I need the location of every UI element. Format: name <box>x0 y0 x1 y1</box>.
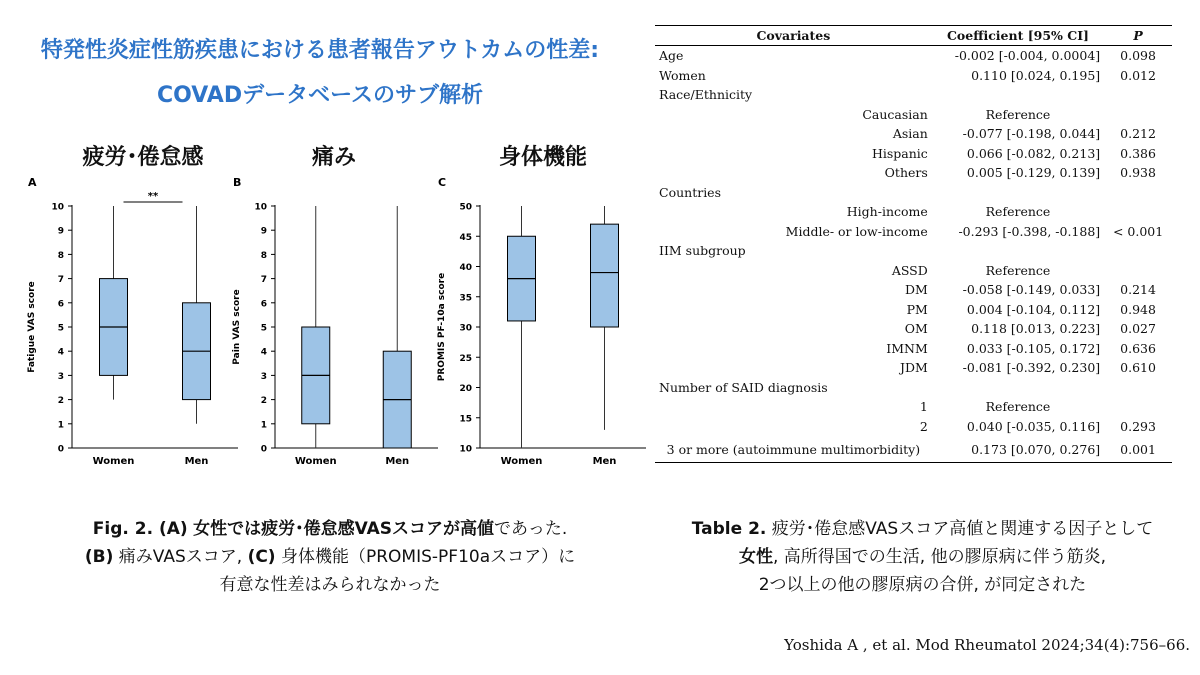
table-row <box>655 339 1172 359</box>
coefficient-cell: -0.293 [-0.398, -0.188] <box>958 223 1101 239</box>
p-value-cell <box>1104 105 1172 125</box>
p-value-cell <box>1104 261 1172 281</box>
p-value-cell <box>1104 202 1172 222</box>
covariate-label: Countries <box>659 184 721 200</box>
covariate-label: PM <box>906 301 928 317</box>
panel-letter: B <box>233 176 242 189</box>
covariate-label: 2 <box>919 418 928 434</box>
header-p: P <box>1104 26 1172 46</box>
table-row <box>655 202 1172 222</box>
y-tick-label: 8 <box>57 250 64 261</box>
y-tick-label: 10 <box>51 202 64 213</box>
covariate-label: Women <box>659 67 706 83</box>
p-value-cell: 0.948 <box>1120 301 1156 317</box>
table-row <box>655 183 1172 203</box>
p-value-cell <box>1104 183 1172 203</box>
y-tick-label: 6 <box>57 299 64 310</box>
y-tick-label: 15 <box>459 414 472 425</box>
x-category-label: Women <box>294 456 337 467</box>
header-coefficient: Coefficient [95% CI] <box>932 26 1104 46</box>
y-tick-label: 6 <box>260 299 267 310</box>
coefficient-cell: -0.002 [-0.004, 0.0004] <box>954 48 1101 64</box>
table-row <box>655 300 1172 320</box>
chart-a-title: 疲労･倦怠感 <box>82 145 204 170</box>
table-row <box>655 163 1172 183</box>
citation: Yoshida A , et al. Mod Rheumatol 2024;34(4):756–66. <box>784 636 1190 654</box>
p-value-cell: 0.610 <box>1120 360 1156 376</box>
p-value-cell: 0.386 <box>1120 145 1156 161</box>
figure-caption <box>10 515 650 599</box>
chart-c-physical-function <box>430 170 645 470</box>
chart-b-pain <box>225 170 435 470</box>
y-tick-label: 20 <box>459 384 472 394</box>
x-category-label: Men <box>184 456 209 467</box>
table-caption-part1: 疲労･倦怠感VASスコア高値と関連する因子として <box>771 519 1154 539</box>
covariate-label: JDM <box>899 360 928 376</box>
fig-caption-rest: であった. <box>493 519 568 539</box>
fig-label-c: (C) <box>247 547 276 567</box>
table-row <box>655 144 1172 164</box>
chart-c-title: 身体機能 <box>498 145 587 170</box>
y-tick-label: 4 <box>57 347 64 358</box>
header-covariates: Covariates <box>655 26 932 46</box>
p-value-cell <box>1104 378 1172 398</box>
table-row <box>655 261 1172 281</box>
table-body <box>655 46 1172 463</box>
covariate-label: ASSD <box>891 262 928 278</box>
covariate-label: Race/Ethnicity <box>659 87 753 103</box>
covariate-label: High-income <box>846 204 928 220</box>
table-row <box>655 66 1172 86</box>
y-tick-label: 40 <box>459 263 472 273</box>
coefficient-cell: 0.004 [-0.104, 0.112] <box>966 301 1101 317</box>
x-category-label: Men <box>385 456 410 467</box>
coefficient-cell: 0.005 [-0.129, 0.139] <box>966 165 1101 181</box>
coefficient-cell: 0.110 [0.024, 0.195] <box>971 67 1101 83</box>
p-value-cell: < 0.001 <box>1112 223 1164 239</box>
coefficient-cell: -0.081 [-0.392, 0.230] <box>962 360 1101 376</box>
y-tick-label: 3 <box>57 371 64 382</box>
coefficient-cell: Reference <box>985 204 1051 220</box>
y-axis-label: PROMIS PF-10a score <box>437 272 447 382</box>
table-row <box>655 397 1172 417</box>
covariates-table <box>655 25 1172 463</box>
table-row <box>655 378 1172 398</box>
x-category-label: Men <box>592 456 617 467</box>
table-row <box>655 417 1172 437</box>
y-tick-label: 10 <box>254 202 267 213</box>
x-category-label: Women <box>500 456 543 467</box>
chart-b-title: 痛み <box>311 145 356 170</box>
y-tick-label: 8 <box>260 250 267 261</box>
covariate-label: Others <box>884 165 928 181</box>
p-value-cell: 0.214 <box>1120 282 1156 298</box>
x-category-label: Women <box>92 456 135 467</box>
y-tick-label: 0 <box>57 444 64 455</box>
covariate-label: Hispanic <box>871 145 928 161</box>
covariate-label: IMNM <box>886 340 928 356</box>
fig-caption-part3: 身体機能（PROMIS-PF10aスコア）に <box>280 547 576 567</box>
fig-caption-part4: 有意な性差はみられなかった <box>219 575 441 595</box>
headline-line-1: 特発性炎症性筋疾患における患者報告アウトカムの性差: <box>40 38 600 63</box>
fig-label: Fig. 2. (A) <box>92 519 188 539</box>
y-tick-label: 1 <box>260 420 267 431</box>
p-value-cell: 0.938 <box>1120 165 1156 181</box>
fig-caption-bold: 女性では疲労･倦怠感VASスコアが高値 <box>193 519 494 539</box>
p-value-cell <box>1104 241 1172 261</box>
coefficient-cell <box>932 378 1104 398</box>
y-tick-label: 0 <box>260 444 267 455</box>
table-row <box>655 358 1172 378</box>
y-tick-label: 25 <box>459 353 472 364</box>
headline-line-2: COVADデータベースのサブ解析 <box>157 83 483 108</box>
y-tick-label: 10 <box>459 444 472 455</box>
table-caption-part2: , 高所得国での生活, 他の膠原病に伴う筋炎, <box>772 547 1107 567</box>
covariate-label: Asian <box>892 126 928 142</box>
table-row <box>655 241 1172 261</box>
coefficient-cell: Reference <box>985 399 1051 415</box>
table-caption <box>645 515 1200 599</box>
p-value-cell: 0.098 <box>1120 48 1156 64</box>
box-men <box>591 224 619 327</box>
p-value-cell: 0.212 <box>1120 126 1156 142</box>
p-value-cell: 0.293 <box>1120 418 1156 434</box>
coefficient-cell: 0.173 [0.070, 0.276] <box>932 436 1104 463</box>
coefficient-cell: Reference <box>985 262 1051 278</box>
coefficient-cell: 0.066 [-0.082, 0.213] <box>966 145 1101 161</box>
coefficient-cell: 0.040 [-0.035, 0.116] <box>966 418 1101 434</box>
covariate-label: 3 or more (autoimmune multimorbidity) <box>655 436 932 463</box>
p-value-cell <box>1104 85 1172 105</box>
table-label: Table 2. <box>691 519 767 539</box>
covariate-label: Middle- or low-income <box>785 223 928 239</box>
table-row <box>655 436 1172 463</box>
covariate-label: DM <box>904 282 928 298</box>
y-tick-label: 5 <box>57 323 64 334</box>
fig-caption-part2: 痛みVASスコア, <box>118 547 243 567</box>
coefficient-cell: Reference <box>985 106 1051 122</box>
table-row <box>655 319 1172 339</box>
table-caption-bold: 女性 <box>738 547 773 567</box>
coefficient-cell: 0.033 [-0.105, 0.172] <box>966 340 1101 356</box>
table-row <box>655 85 1172 105</box>
table-row <box>655 280 1172 300</box>
table-caption-part3: 2つ以上の他の膠原病の合併, が同定された <box>758 575 1087 595</box>
table-row <box>655 222 1172 242</box>
y-tick-label: 1 <box>57 420 64 431</box>
y-tick-label: 30 <box>459 323 472 334</box>
y-tick-label: 4 <box>260 347 267 358</box>
significance-label: ** <box>147 191 159 202</box>
panel-letter: A <box>28 176 37 189</box>
covariate-label: 1 <box>919 399 928 415</box>
fig-label-b: (B) <box>84 547 114 567</box>
y-tick-label: 50 <box>459 202 472 213</box>
y-tick-label: 2 <box>57 396 64 407</box>
table-row <box>655 124 1172 144</box>
y-tick-label: 7 <box>260 275 267 286</box>
p-value-cell: 0.001 <box>1104 436 1172 463</box>
table-row <box>655 46 1172 66</box>
covariate-label: IIM subgroup <box>659 243 746 259</box>
table-row <box>655 105 1172 125</box>
coefficient-cell <box>932 241 1104 261</box>
y-tick-label: 45 <box>459 232 472 243</box>
y-tick-label: 9 <box>260 226 267 237</box>
covariate-label: Number of SAID diagnosis <box>659 379 828 395</box>
y-axis-label: Pain VAS score <box>232 289 242 365</box>
p-value-cell: 0.027 <box>1120 321 1156 337</box>
y-axis-label: Fatigue VAS score <box>27 281 37 373</box>
p-value-cell: 0.012 <box>1120 67 1156 83</box>
y-tick-label: 9 <box>57 226 64 237</box>
chart-a-fatigue <box>20 170 230 470</box>
coefficient-cell: 0.118 [0.013, 0.223] <box>971 321 1101 337</box>
covariate-label: OM <box>904 321 928 337</box>
coefficient-cell: -0.058 [-0.149, 0.033] <box>962 282 1101 298</box>
coefficient-cell: -0.077 [-0.198, 0.044] <box>962 126 1101 142</box>
y-tick-label: 7 <box>57 275 64 286</box>
y-tick-label: 3 <box>260 371 267 382</box>
covariate-label: Caucasian <box>862 106 928 122</box>
y-tick-label: 5 <box>260 323 267 334</box>
y-tick-label: 2 <box>260 396 267 407</box>
coefficient-cell <box>932 183 1104 203</box>
y-tick-label: 35 <box>459 293 472 304</box>
table-header-row <box>655 26 1172 46</box>
covariate-label: Age <box>659 48 684 64</box>
panel-letter: C <box>438 176 447 189</box>
p-value-cell: 0.636 <box>1120 340 1156 356</box>
coefficient-cell <box>932 85 1104 105</box>
p-value-cell <box>1104 397 1172 417</box>
